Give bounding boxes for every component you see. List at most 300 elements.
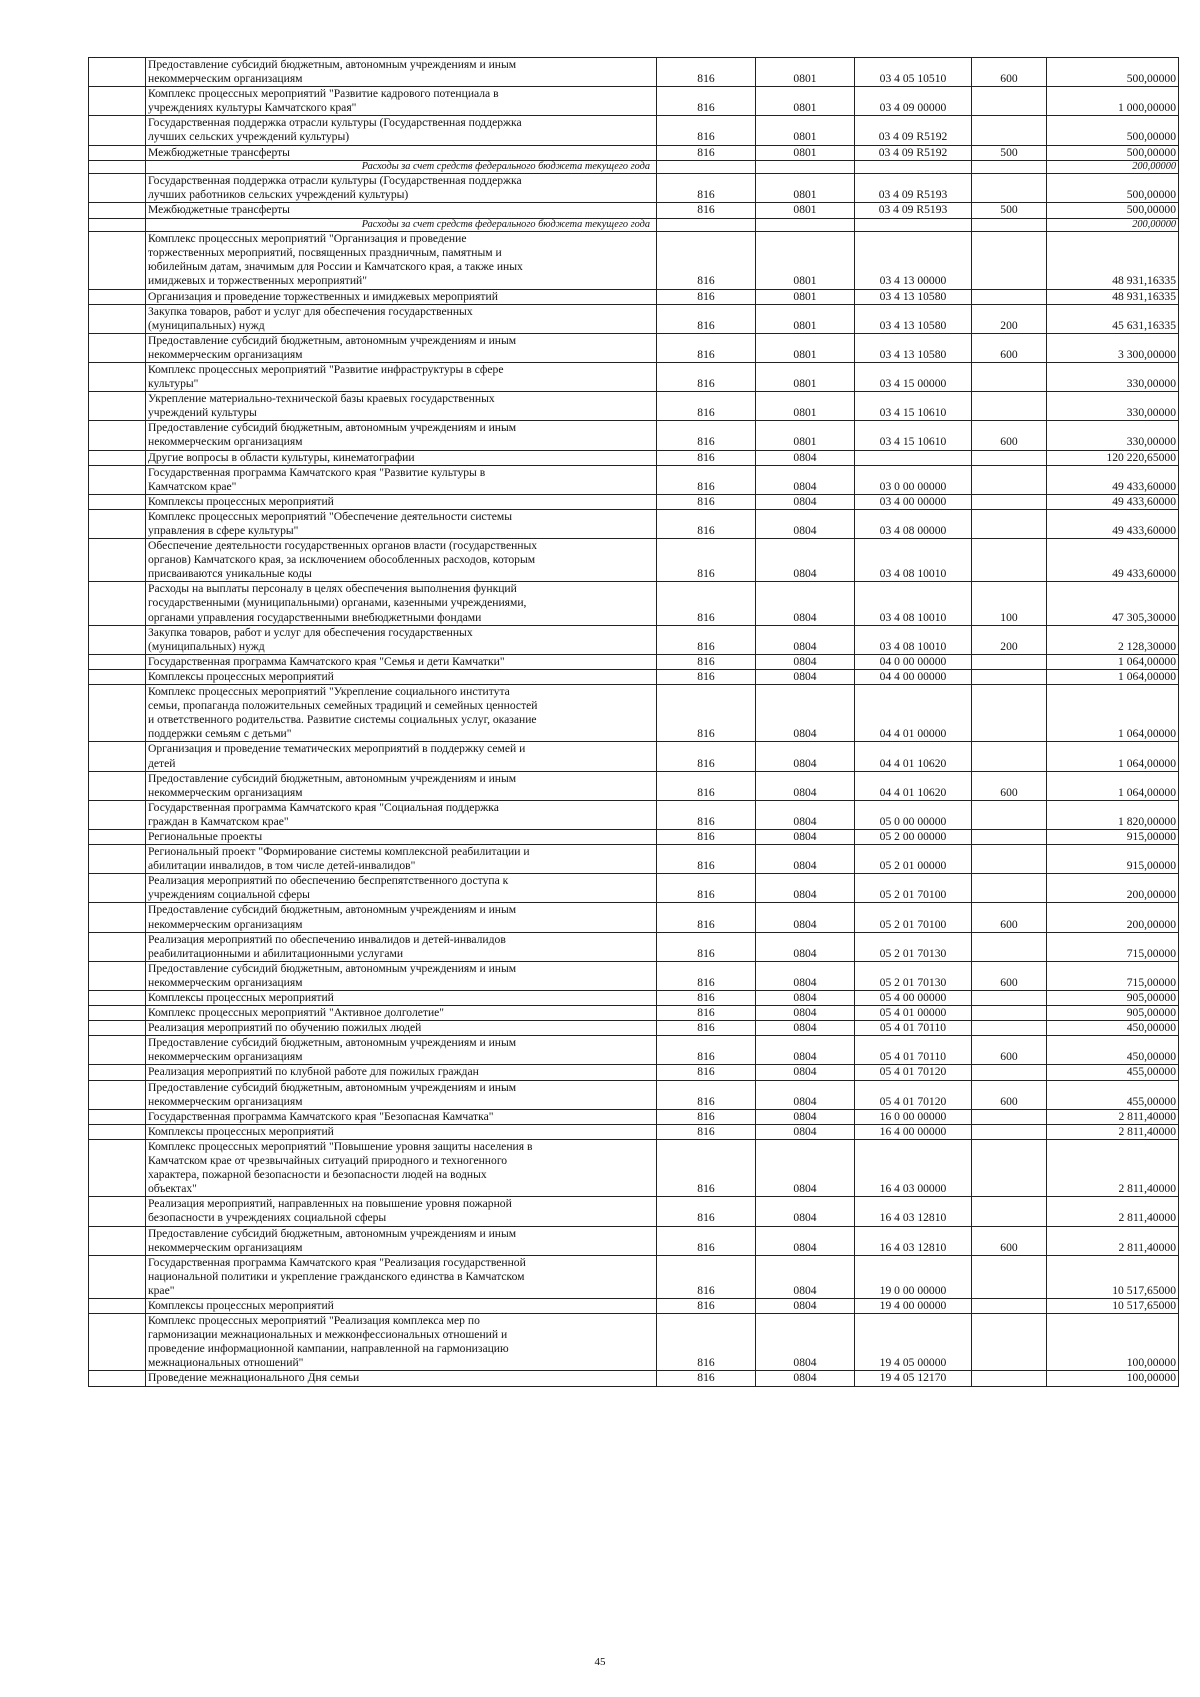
item-name-cell: Закупка товаров, работ и услуг для обеспечения государственных (муниципальных) нужд xyxy=(146,625,657,654)
item-name-cell: Расходы на выплаты персоналу в целях обеспечения выполнения функций государственными (муниципальными) органами, казенными учреждениями, органами управления государственными внебюджетными фондами xyxy=(146,582,657,625)
amount-cell: 500,00000 xyxy=(1047,145,1179,160)
expense-type-cell xyxy=(972,87,1047,116)
amount-cell: 49 433,60000 xyxy=(1047,509,1179,538)
table-row xyxy=(89,509,1179,538)
blank-margin-cell xyxy=(89,333,146,362)
amount-cell: 455,00000 xyxy=(1047,1065,1179,1080)
blank-margin-cell xyxy=(89,829,146,844)
blank-margin-cell xyxy=(89,160,146,174)
item-name-cell: Межбюджетные трансферты xyxy=(146,145,657,160)
item-name-cell: Комплексы процессных мероприятий xyxy=(146,1298,657,1313)
expense-type-cell xyxy=(972,654,1047,669)
amount-cell: 330,00000 xyxy=(1047,421,1179,450)
expense-type-cell xyxy=(972,509,1047,538)
section-cell: 0801 xyxy=(756,304,855,333)
table-row xyxy=(89,1109,1179,1124)
item-name-cell: Региональный проект "Формирование системы комплексной реабилитации и абилитации инвалидов, в том числе детей-инвалидов" xyxy=(146,845,657,874)
grbs-cell: 816 xyxy=(657,845,756,874)
target-article-cell: 05 4 01 70110 xyxy=(855,1036,972,1065)
grbs-cell: 816 xyxy=(657,1021,756,1036)
grbs-cell: 816 xyxy=(657,1139,756,1196)
blank-margin-cell xyxy=(89,421,146,450)
table-row xyxy=(89,421,1179,450)
target-article-cell: 03 4 08 00000 xyxy=(855,509,972,538)
expense-type-cell xyxy=(972,742,1047,771)
table-row xyxy=(89,1036,1179,1065)
grbs-cell: 816 xyxy=(657,625,756,654)
target-article-cell: 03 4 09 R5192 xyxy=(855,116,972,145)
section-cell: 0804 xyxy=(756,1080,855,1109)
section-cell: 0804 xyxy=(756,829,855,844)
table-row xyxy=(89,771,1179,800)
blank-margin-cell xyxy=(89,509,146,538)
amount-cell: 1 820,00000 xyxy=(1047,800,1179,829)
amount-cell: 200,00000 xyxy=(1047,218,1179,232)
grbs-cell: 816 xyxy=(657,465,756,494)
target-article-cell: 04 4 01 10620 xyxy=(855,742,972,771)
item-name-cell: Комплексы процессных мероприятий xyxy=(146,494,657,509)
table-row xyxy=(89,87,1179,116)
table-row xyxy=(89,829,1179,844)
table-row xyxy=(89,304,1179,333)
expense-type-cell xyxy=(972,1006,1047,1021)
amount-cell: 330,00000 xyxy=(1047,392,1179,421)
target-article-cell: 05 4 01 70110 xyxy=(855,1021,972,1036)
blank-margin-cell xyxy=(89,87,146,116)
blank-margin-cell xyxy=(89,1080,146,1109)
item-name-cell: Государственная поддержка отрасли культуры (Государственная поддержка лучших работников сельских учреждений культуры) xyxy=(146,174,657,203)
amount-cell: 455,00000 xyxy=(1047,1080,1179,1109)
expense-type-cell: 600 xyxy=(972,58,1047,87)
expense-type-cell xyxy=(972,539,1047,582)
table-row xyxy=(89,1197,1179,1226)
table-row xyxy=(89,582,1179,625)
amount-cell: 1 064,00000 xyxy=(1047,771,1179,800)
expense-type-cell xyxy=(972,289,1047,304)
amount-cell: 500,00000 xyxy=(1047,203,1179,218)
section-cell: 0804 xyxy=(756,654,855,669)
amount-cell: 100,00000 xyxy=(1047,1371,1179,1386)
blank-margin-cell xyxy=(89,845,146,874)
target-article-cell: 03 4 13 00000 xyxy=(855,232,972,289)
table-row xyxy=(89,991,1179,1006)
item-name-cell: Реализация мероприятий, направленных на повышение уровня пожарной безопасности в учреждениях социальной сферы xyxy=(146,1197,657,1226)
blank-margin-cell xyxy=(89,494,146,509)
amount-cell: 2 128,30000 xyxy=(1047,625,1179,654)
table-row xyxy=(89,1314,1179,1371)
amount-cell: 450,00000 xyxy=(1047,1021,1179,1036)
expense-type-cell: 600 xyxy=(972,333,1047,362)
expense-type-cell xyxy=(972,1255,1047,1298)
amount-cell: 915,00000 xyxy=(1047,845,1179,874)
expense-type-cell: 500 xyxy=(972,203,1047,218)
section-cell: 0804 xyxy=(756,742,855,771)
target-article-cell: 03 4 08 10010 xyxy=(855,582,972,625)
section-cell: 0801 xyxy=(756,421,855,450)
amount-cell: 2 811,40000 xyxy=(1047,1197,1179,1226)
grbs-cell: 816 xyxy=(657,333,756,362)
grbs-cell: 816 xyxy=(657,1006,756,1021)
grbs-cell: 816 xyxy=(657,289,756,304)
section-cell: 0804 xyxy=(756,874,855,903)
expense-type-cell: 600 xyxy=(972,903,1047,932)
section-cell: 0801 xyxy=(756,203,855,218)
expense-type-cell xyxy=(972,845,1047,874)
item-name-cell: Предоставление субсидий бюджетным, автономным учреждениям и иным некоммерческим организациям xyxy=(146,1036,657,1065)
blank-margin-cell xyxy=(89,742,146,771)
section-cell: 0804 xyxy=(756,494,855,509)
amount-cell: 905,00000 xyxy=(1047,1006,1179,1021)
section-cell: 0804 xyxy=(756,1036,855,1065)
item-name-cell: Комплекс процессных мероприятий "Реализация комплекса мер по гармонизации межнациональных и межконфессиональных отношений и проведение информационной кампании, направленной на гармонизацию межнациональных отношений" xyxy=(146,1314,657,1371)
amount-cell: 45 631,16335 xyxy=(1047,304,1179,333)
grbs-cell: 816 xyxy=(657,116,756,145)
target-article-cell: 05 2 01 70130 xyxy=(855,932,972,961)
table-row xyxy=(89,800,1179,829)
section-cell: 0804 xyxy=(756,539,855,582)
blank-margin-cell xyxy=(89,654,146,669)
item-name-cell: Комплекс процессных мероприятий "Активное долголетие" xyxy=(146,1006,657,1021)
amount-cell: 47 305,30000 xyxy=(1047,582,1179,625)
blank-margin-cell xyxy=(89,218,146,232)
amount-cell: 915,00000 xyxy=(1047,829,1179,844)
blank-margin-cell xyxy=(89,304,146,333)
table-row xyxy=(89,232,1179,289)
item-name-cell: Другие вопросы в области культуры, кинематографии xyxy=(146,450,657,465)
expense-type-cell xyxy=(972,1065,1047,1080)
item-name-cell: Обеспечение деятельности государственных органов власти (государственных органов) Камчатского края, за исключением обособленных расходов, которым присваиваются уникальные коды xyxy=(146,539,657,582)
table-row xyxy=(89,1255,1179,1298)
target-article-cell: 03 4 09 R5193 xyxy=(855,174,972,203)
expense-type-cell xyxy=(972,465,1047,494)
item-name-cell: Комплекс процессных мероприятий "Организация и проведение торжественных мероприятий, посвященных праздничным, памятным и юбилейным датам, значимым для России и Камчатского края, а также иных имиджевых и торжественных мероприятий" xyxy=(146,232,657,289)
blank-margin-cell xyxy=(89,1124,146,1139)
budget-table xyxy=(88,57,1179,1387)
grbs-cell: 816 xyxy=(657,304,756,333)
section-cell: 0804 xyxy=(756,509,855,538)
expense-type-cell xyxy=(972,218,1047,232)
blank-margin-cell xyxy=(89,874,146,903)
section-cell: 0804 xyxy=(756,669,855,684)
section-cell: 0804 xyxy=(756,465,855,494)
amount-cell: 49 433,60000 xyxy=(1047,539,1179,582)
item-name-cell: Межбюджетные трансферты xyxy=(146,203,657,218)
section-cell: 0801 xyxy=(756,174,855,203)
item-name-cell: Комплексы процессных мероприятий xyxy=(146,991,657,1006)
blank-margin-cell xyxy=(89,685,146,742)
expense-type-cell: 600 xyxy=(972,961,1047,990)
blank-margin-cell xyxy=(89,1021,146,1036)
amount-cell: 2 811,40000 xyxy=(1047,1109,1179,1124)
amount-cell: 10 517,65000 xyxy=(1047,1255,1179,1298)
target-article-cell: 16 4 03 12810 xyxy=(855,1226,972,1255)
section-cell: 0804 xyxy=(756,450,855,465)
table-row xyxy=(89,903,1179,932)
target-article-cell: 03 4 15 10610 xyxy=(855,392,972,421)
grbs-cell: 816 xyxy=(657,1080,756,1109)
table-row xyxy=(89,539,1179,582)
grbs-cell: 816 xyxy=(657,494,756,509)
table-row xyxy=(89,333,1179,362)
amount-cell: 715,00000 xyxy=(1047,932,1179,961)
item-name-cell: Комплекс процессных мероприятий "Развитие инфраструктуры в сфере культуры" xyxy=(146,362,657,391)
target-article-cell xyxy=(855,160,972,174)
section-cell: 0804 xyxy=(756,685,855,742)
blank-margin-cell xyxy=(89,1065,146,1080)
amount-cell: 3 300,00000 xyxy=(1047,333,1179,362)
grbs-cell: 816 xyxy=(657,232,756,289)
table-row xyxy=(89,625,1179,654)
federal-budget-note-row xyxy=(89,160,1179,174)
table-row xyxy=(89,669,1179,684)
grbs-cell: 816 xyxy=(657,829,756,844)
expense-type-cell xyxy=(972,1021,1047,1036)
amount-cell: 500,00000 xyxy=(1047,174,1179,203)
section-cell: 0801 xyxy=(756,333,855,362)
expense-type-cell xyxy=(972,800,1047,829)
grbs-cell: 816 xyxy=(657,509,756,538)
grbs-cell: 816 xyxy=(657,800,756,829)
expense-type-cell xyxy=(972,1109,1047,1124)
grbs-cell: 816 xyxy=(657,991,756,1006)
blank-margin-cell xyxy=(89,1036,146,1065)
item-name-cell: Комплексы процессных мероприятий xyxy=(146,1124,657,1139)
item-name-cell: Расходы за счет средств федерального бюджета текущего года xyxy=(146,218,657,232)
grbs-cell: 816 xyxy=(657,1226,756,1255)
blank-margin-cell xyxy=(89,116,146,145)
target-article-cell: 04 4 00 00000 xyxy=(855,669,972,684)
target-article-cell: 03 4 05 10510 xyxy=(855,58,972,87)
expense-type-cell: 200 xyxy=(972,625,1047,654)
expense-type-cell xyxy=(972,991,1047,1006)
target-article-cell: 19 0 00 00000 xyxy=(855,1255,972,1298)
amount-cell: 1 000,00000 xyxy=(1047,87,1179,116)
section-cell: 0804 xyxy=(756,625,855,654)
amount-cell: 48 931,16335 xyxy=(1047,232,1179,289)
target-article-cell: 03 4 15 00000 xyxy=(855,362,972,391)
section-cell: 0801 xyxy=(756,289,855,304)
table-row xyxy=(89,494,1179,509)
expense-type-cell xyxy=(972,362,1047,391)
expense-type-cell xyxy=(972,494,1047,509)
item-name-cell: Закупка товаров, работ и услуг для обеспечения государственных (муниципальных) нужд xyxy=(146,304,657,333)
item-name-cell: Региональные проекты xyxy=(146,829,657,844)
target-article-cell: 19 4 00 00000 xyxy=(855,1298,972,1313)
blank-margin-cell xyxy=(89,450,146,465)
grbs-cell: 816 xyxy=(657,174,756,203)
item-name-cell: Государственная программа Камчатского края "Реализация государственной национальной политики и укрепление гражданского единства в Камчатском крае" xyxy=(146,1255,657,1298)
blank-margin-cell xyxy=(89,1314,146,1371)
table-row xyxy=(89,1371,1179,1386)
expense-type-cell xyxy=(972,669,1047,684)
section-cell: 0804 xyxy=(756,1255,855,1298)
expense-type-cell: 200 xyxy=(972,304,1047,333)
grbs-cell: 816 xyxy=(657,771,756,800)
item-name-cell: Реализация мероприятий по обеспечению инвалидов и детей-инвалидов реабилитационными и абилитационными услугами xyxy=(146,932,657,961)
target-article-cell: 19 4 05 00000 xyxy=(855,1314,972,1371)
expense-type-cell xyxy=(972,685,1047,742)
table-row xyxy=(89,845,1179,874)
grbs-cell: 816 xyxy=(657,582,756,625)
section-cell: 0801 xyxy=(756,392,855,421)
grbs-cell xyxy=(657,218,756,232)
blank-margin-cell xyxy=(89,582,146,625)
section-cell: 0804 xyxy=(756,845,855,874)
grbs-cell: 816 xyxy=(657,1036,756,1065)
target-article-cell: 03 4 13 10580 xyxy=(855,304,972,333)
amount-cell: 200,00000 xyxy=(1047,160,1179,174)
amount-cell: 200,00000 xyxy=(1047,874,1179,903)
grbs-cell: 816 xyxy=(657,669,756,684)
amount-cell: 48 931,16335 xyxy=(1047,289,1179,304)
item-name-cell: Комплексы процессных мероприятий xyxy=(146,669,657,684)
expense-type-cell xyxy=(972,160,1047,174)
target-article-cell: 04 0 00 00000 xyxy=(855,654,972,669)
item-name-cell: Государственная программа Камчатского края "Социальная поддержка граждан в Камчатском крае" xyxy=(146,800,657,829)
table-row xyxy=(89,654,1179,669)
table-row xyxy=(89,116,1179,145)
blank-margin-cell xyxy=(89,1298,146,1313)
expense-type-cell: 100 xyxy=(972,582,1047,625)
target-article-cell: 19 4 05 12170 xyxy=(855,1371,972,1386)
blank-margin-cell xyxy=(89,1226,146,1255)
section-cell: 0804 xyxy=(756,1226,855,1255)
section-cell: 0804 xyxy=(756,961,855,990)
grbs-cell: 816 xyxy=(657,932,756,961)
target-article-cell: 16 4 00 00000 xyxy=(855,1124,972,1139)
grbs-cell: 816 xyxy=(657,685,756,742)
federal-budget-note-row xyxy=(89,218,1179,232)
grbs-cell: 816 xyxy=(657,145,756,160)
target-article-cell: 04 4 01 10620 xyxy=(855,771,972,800)
item-name-cell: Комплекс процессных мероприятий "Укрепление социального института семьи, пропаганда положительных семейных традиций и семейных ценностей и ответственного родительства. Развитие системы социальных услуг, оказание поддержки семьям с детьми" xyxy=(146,685,657,742)
budget-table-body xyxy=(89,58,1179,1387)
target-article-cell: 16 0 00 00000 xyxy=(855,1109,972,1124)
expense-type-cell xyxy=(972,174,1047,203)
section-cell: 0804 xyxy=(756,1021,855,1036)
grbs-cell: 816 xyxy=(657,362,756,391)
blank-margin-cell xyxy=(89,625,146,654)
amount-cell: 100,00000 xyxy=(1047,1314,1179,1371)
target-article-cell: 04 4 01 00000 xyxy=(855,685,972,742)
table-row xyxy=(89,392,1179,421)
item-name-cell: Расходы за счет средств федерального бюджета текущего года xyxy=(146,160,657,174)
target-article-cell xyxy=(855,450,972,465)
expense-type-cell: 600 xyxy=(972,421,1047,450)
target-article-cell: 05 4 00 00000 xyxy=(855,991,972,1006)
grbs-cell: 816 xyxy=(657,1065,756,1080)
amount-cell: 500,00000 xyxy=(1047,116,1179,145)
expense-type-cell xyxy=(972,1371,1047,1386)
expense-type-cell xyxy=(972,116,1047,145)
amount-cell: 49 433,60000 xyxy=(1047,465,1179,494)
section-cell: 0804 xyxy=(756,1065,855,1080)
section-cell: 0804 xyxy=(756,800,855,829)
target-article-cell: 03 4 15 10610 xyxy=(855,421,972,450)
target-article-cell: 05 4 01 70120 xyxy=(855,1065,972,1080)
item-name-cell: Предоставление субсидий бюджетным, автономным учреждениям и иным некоммерческим организациям xyxy=(146,1226,657,1255)
section-cell: 0801 xyxy=(756,87,855,116)
section-cell: 0804 xyxy=(756,1314,855,1371)
target-article-cell: 05 2 01 70100 xyxy=(855,903,972,932)
expense-type-cell xyxy=(972,1139,1047,1196)
item-name-cell: Предоставление субсидий бюджетным, автономным учреждениям и иным некоммерческим организациям xyxy=(146,58,657,87)
section-cell: 0804 xyxy=(756,932,855,961)
target-article-cell: 03 4 08 10010 xyxy=(855,625,972,654)
blank-margin-cell xyxy=(89,58,146,87)
table-row xyxy=(89,289,1179,304)
grbs-cell: 816 xyxy=(657,450,756,465)
item-name-cell: Предоставление субсидий бюджетным, автономным учреждениям и иным некоммерческим организациям xyxy=(146,333,657,362)
section-cell: 0804 xyxy=(756,1124,855,1139)
item-name-cell: Предоставление субсидий бюджетным, автономным учреждениям и иным некоммерческим организациям xyxy=(146,1080,657,1109)
amount-cell: 1 064,00000 xyxy=(1047,654,1179,669)
expense-type-cell xyxy=(972,232,1047,289)
table-row xyxy=(89,174,1179,203)
target-article-cell: 05 2 01 70130 xyxy=(855,961,972,990)
target-article-cell: 03 4 09 00000 xyxy=(855,87,972,116)
blank-margin-cell xyxy=(89,539,146,582)
page-number: 45 xyxy=(594,1656,606,1668)
item-name-cell: Проведение межнационального Дня семьи xyxy=(146,1371,657,1386)
item-name-cell: Укрепление материально-технической базы краевых государственных учреждений культуры xyxy=(146,392,657,421)
section-cell xyxy=(756,160,855,174)
section-cell: 0804 xyxy=(756,1197,855,1226)
item-name-cell: Организация и проведение торжественных и имиджевых мероприятий xyxy=(146,289,657,304)
section-cell: 0801 xyxy=(756,362,855,391)
table-row xyxy=(89,961,1179,990)
table-row xyxy=(89,932,1179,961)
amount-cell: 200,00000 xyxy=(1047,903,1179,932)
table-row xyxy=(89,874,1179,903)
expense-type-cell xyxy=(972,1298,1047,1313)
section-cell: 0804 xyxy=(756,582,855,625)
section-cell: 0804 xyxy=(756,991,855,1006)
item-name-cell: Предоставление субсидий бюджетным, автономным учреждениям и иным некоммерческим организациям xyxy=(146,961,657,990)
blank-margin-cell xyxy=(89,1371,146,1386)
target-article-cell: 05 2 01 00000 xyxy=(855,845,972,874)
expense-type-cell xyxy=(972,1124,1047,1139)
item-name-cell: Государственная программа Камчатского края "Безопасная Камчатка" xyxy=(146,1109,657,1124)
grbs-cell: 816 xyxy=(657,421,756,450)
grbs-cell: 816 xyxy=(657,1124,756,1139)
table-row xyxy=(89,1139,1179,1196)
target-article-cell: 05 2 01 70100 xyxy=(855,874,972,903)
grbs-cell: 816 xyxy=(657,392,756,421)
section-cell: 0804 xyxy=(756,1109,855,1124)
amount-cell: 715,00000 xyxy=(1047,961,1179,990)
target-article-cell: 03 0 00 00000 xyxy=(855,465,972,494)
grbs-cell: 816 xyxy=(657,539,756,582)
blank-margin-cell xyxy=(89,174,146,203)
blank-margin-cell xyxy=(89,932,146,961)
table-row xyxy=(89,685,1179,742)
item-name-cell: Реализация мероприятий по обеспечению беспрепятственного доступа к учреждениям социальной сферы xyxy=(146,874,657,903)
budget-table-sheet xyxy=(88,57,1176,1387)
section-cell: 0804 xyxy=(756,771,855,800)
section-cell: 0801 xyxy=(756,232,855,289)
target-article-cell: 16 4 03 12810 xyxy=(855,1197,972,1226)
blank-margin-cell xyxy=(89,289,146,304)
grbs-cell: 816 xyxy=(657,1314,756,1371)
amount-cell: 1 064,00000 xyxy=(1047,685,1179,742)
table-row xyxy=(89,450,1179,465)
table-row xyxy=(89,1065,1179,1080)
table-row xyxy=(89,1080,1179,1109)
expense-type-cell: 600 xyxy=(972,1226,1047,1255)
item-name-cell: Государственная программа Камчатского края "Семья и дети Камчатки" xyxy=(146,654,657,669)
target-article-cell: 05 4 01 00000 xyxy=(855,1006,972,1021)
